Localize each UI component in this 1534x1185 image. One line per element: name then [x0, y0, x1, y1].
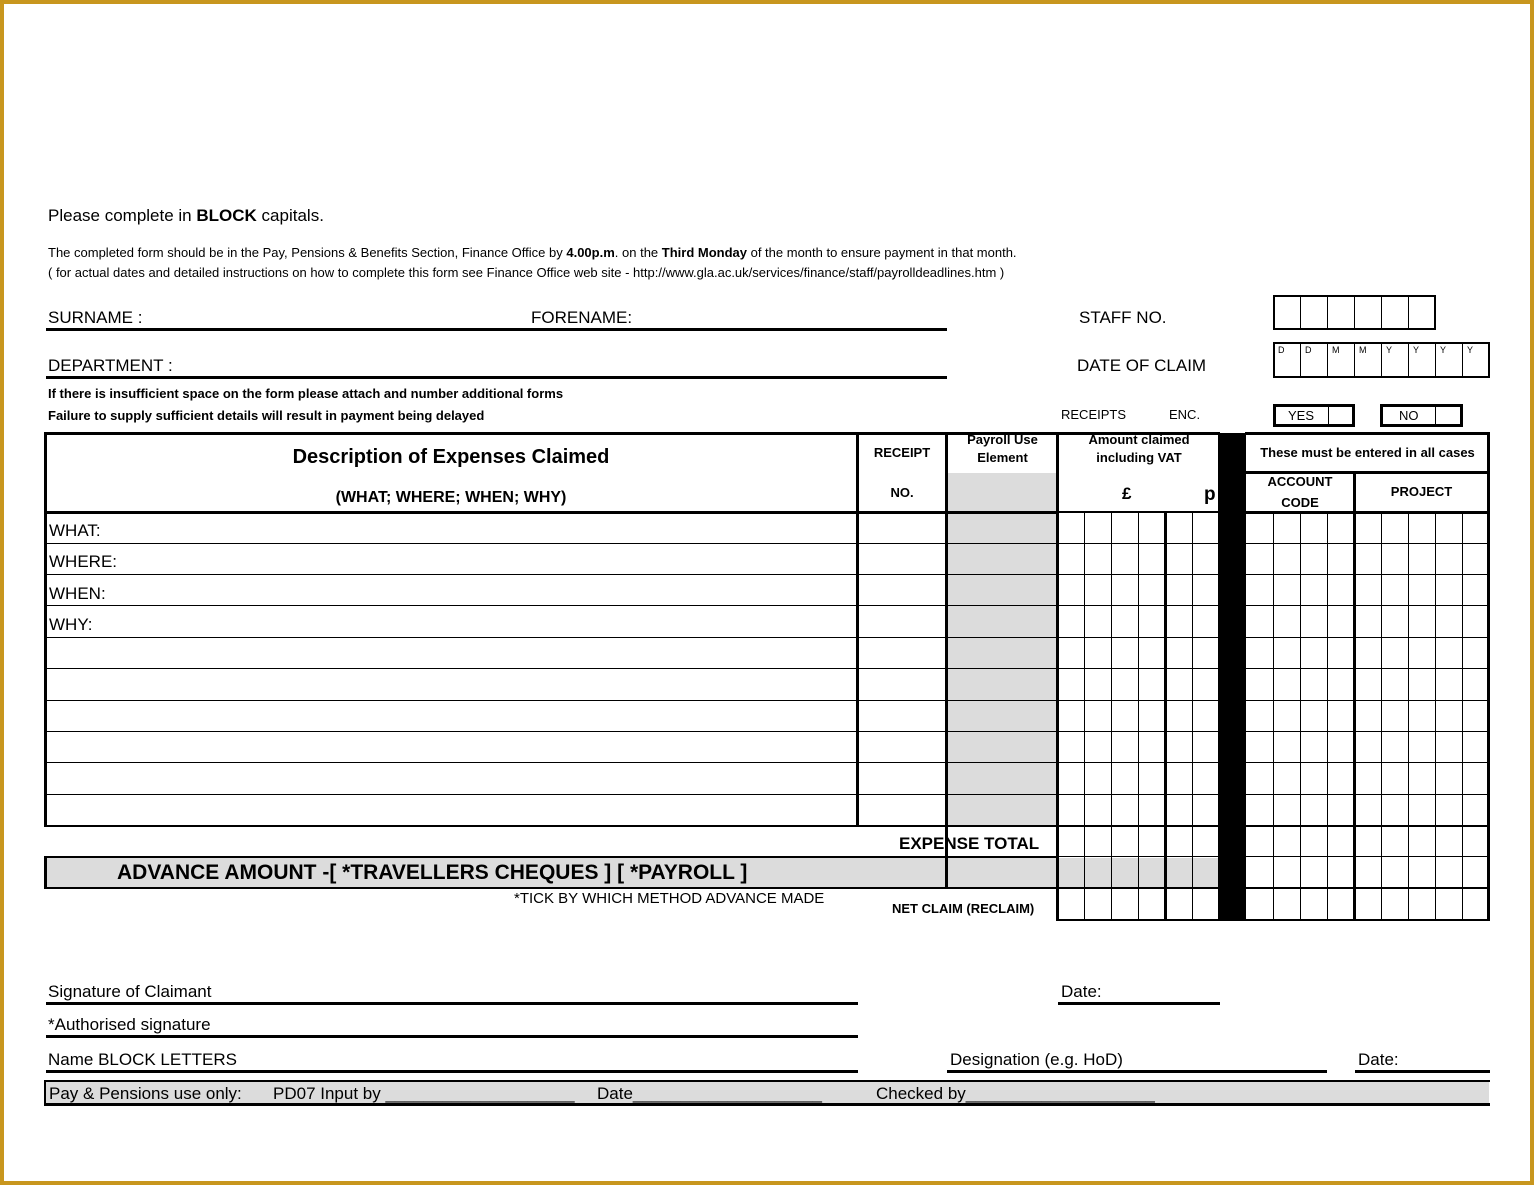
intro-text: . on the [614, 245, 662, 260]
net-claim-label: NET CLAIM (RECLAIM) [892, 901, 1035, 916]
claimant-date-line[interactable] [1058, 1002, 1220, 1005]
intro-text: capitals. [256, 206, 324, 225]
pence-header: p [1204, 484, 1216, 505]
date-cell-label: M [1359, 345, 1367, 355]
entered-all-cases-header: These must be entered in all cases [1260, 445, 1475, 460]
name-block-letters-line[interactable] [46, 1070, 858, 1073]
intro-line-2 [48, 245, 1017, 260]
tick-method-note: *TICK BY WHICH METHOD ADVANCE MADE [514, 890, 825, 907]
staff-no-label: STAFF NO. [1079, 308, 1167, 327]
department-underline [46, 376, 947, 379]
intro-bold: BLOCK [196, 206, 257, 225]
input-by-field[interactable]: PD07 Input by ____________________ [273, 1084, 575, 1103]
date-cell-label: D [1305, 345, 1312, 355]
row-label-when: WHEN: [49, 584, 106, 603]
department-label: DEPARTMENT : [48, 356, 173, 375]
row-label-what: WHAT: [49, 521, 101, 540]
intro-text: Please complete in [48, 206, 197, 225]
receipts-label: RECEIPTS [1061, 407, 1127, 422]
receipts-no-checkbox[interactable] [1380, 404, 1463, 427]
intro-bold: Third Monday [661, 245, 747, 260]
claimant-signature-line[interactable] [46, 1002, 858, 1005]
pay-pensions-use-label: Pay & Pensions use only: [49, 1084, 242, 1103]
authorised-signature-line[interactable] [46, 1035, 858, 1038]
description-subheader: (WHAT; WHERE; WHEN; WHY) [335, 489, 567, 506]
date-cell-label: M [1332, 345, 1340, 355]
checked-by-field[interactable]: Checked by____________________ [876, 1084, 1155, 1103]
date-cell-label: Y [1467, 345, 1474, 355]
intro-text: of the month to ensure payment in that month. [746, 245, 1017, 260]
intro-text: The completed form should be in the Pay, Pensions & Benefits Section, Finance Office by [48, 245, 567, 260]
advance-amount-label: ADVANCE AMOUNT -[ *TRAVELLERS CHEQUES ] [ *PAYROLL ] [117, 861, 748, 884]
expense-total-label: EXPENSE TOTAL [899, 834, 1040, 853]
receipt-no-entry-area[interactable] [859, 514, 945, 825]
intro-line-3: ( for actual dates and detailed instructions on how to complete this form see Finance Office web site - http://www.gla.ac.uk/services/finance/staff/payrolldeadlines.htm ) [48, 265, 1005, 280]
code-header: CODE [1281, 495, 1319, 510]
account-header: ACCOUNT [1267, 474, 1333, 489]
project-header: PROJECT [1390, 484, 1453, 499]
authoriser-date-line[interactable] [1355, 1070, 1490, 1073]
account-project-entry-area[interactable] [1246, 514, 1487, 919]
receipts-yes-checkbox[interactable] [1273, 404, 1355, 427]
no-label: NO [1399, 408, 1419, 423]
name-underline [46, 328, 947, 331]
black-divider-bar [1218, 433, 1246, 921]
date-cell-label: Y [1413, 345, 1420, 355]
staff-no-field[interactable] [1273, 295, 1436, 330]
enc-label: ENC. [1169, 407, 1201, 422]
date-of-claim-label: DATE OF CLAIM [1077, 356, 1207, 375]
intro-bold: 4.00p.m [566, 245, 615, 260]
authorised-signature-label: *Authorised signature [48, 1015, 211, 1034]
payroll-use-shading [948, 473, 1057, 826]
receipt-no-header: NO. [890, 485, 914, 500]
date-of-claim-field[interactable] [1273, 342, 1490, 378]
amount-entry-area[interactable] [1059, 514, 1218, 919]
yes-label: YES [1288, 408, 1315, 423]
claimant-signature-label: Signature of Claimant [48, 982, 212, 1001]
pound-header: £ [1122, 484, 1132, 503]
note-insufficient-space: If there is insufficient space on the form please attach and number additional forms [48, 386, 564, 401]
date-cell-label: D [1278, 345, 1285, 355]
row-label-where: WHERE: [49, 552, 117, 571]
designation-line[interactable] [947, 1070, 1327, 1073]
amount-claimed-header: Amount claimed [1088, 432, 1190, 447]
receipt-header: RECEIPT [873, 445, 931, 460]
payroll-use-header: Payroll Use [967, 432, 1038, 447]
authoriser-date-label: Date: [1358, 1050, 1399, 1069]
designation-label: Designation (e.g. HoD) [950, 1050, 1123, 1069]
forename-label: FORENAME: [531, 308, 633, 327]
payroll-element-header: Element [977, 450, 1028, 465]
note-delayed: Failure to supply sufficient details will result in payment being delayed [48, 408, 485, 423]
footer-date-field[interactable]: Date____________________ [597, 1084, 823, 1103]
description-entry-area[interactable] [47, 514, 856, 825]
date-cell-label: Y [1386, 345, 1393, 355]
date-cell-label: Y [1440, 345, 1447, 355]
intro-line-1 [48, 206, 324, 226]
surname-label: SURNAME : [48, 308, 143, 327]
description-header: Description of Expenses Claimed [292, 446, 610, 468]
name-block-letters-label: Name BLOCK LETTERS [48, 1050, 237, 1069]
row-label-why: WHY: [49, 615, 93, 634]
claimant-date-label: Date: [1061, 982, 1102, 1001]
including-vat-header: including VAT [1096, 450, 1182, 465]
